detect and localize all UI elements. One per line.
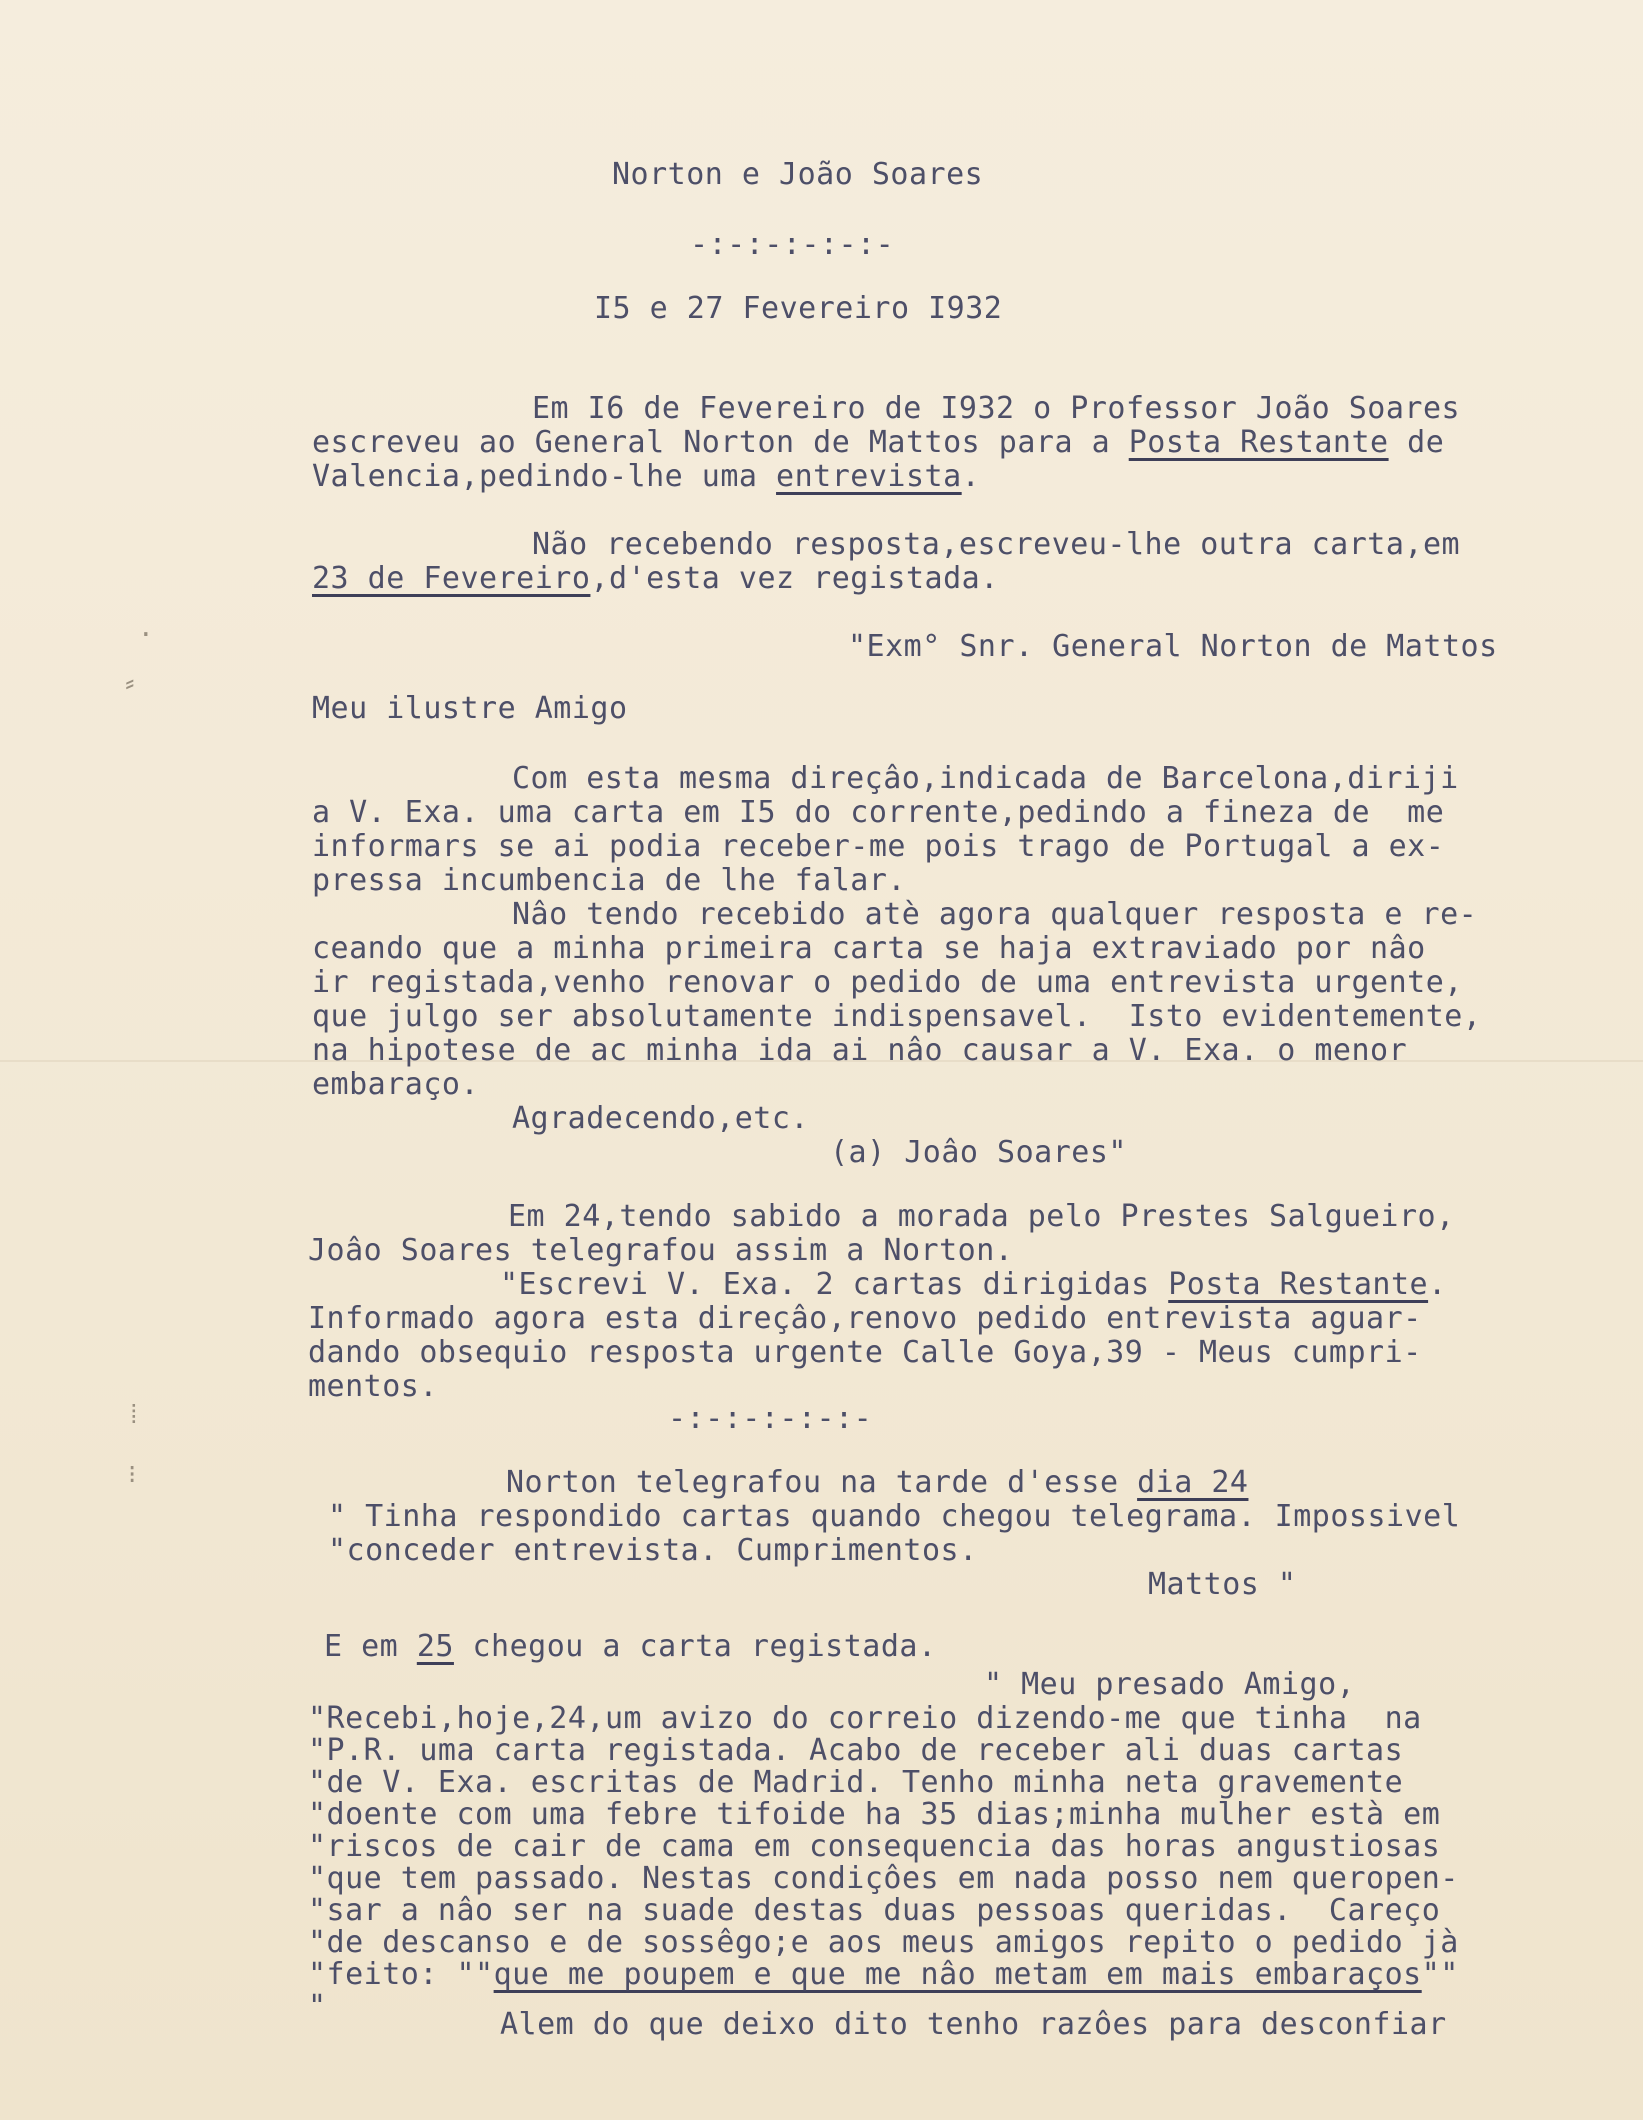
margin-mark: ⁝ — [128, 1460, 137, 1490]
telegram-line: mentos. — [308, 1369, 438, 1404]
telegram-line: Joâo Soares telegrafou assim a Norton. — [308, 1233, 1014, 1268]
letter-line: ir registada,venho renovar o pedido de uma entrevista urgente, — [312, 965, 1463, 1000]
letter-line: que julgo ser absolutamente indispensavel. Isto evidentemente, — [312, 999, 1482, 1034]
separator: -:-:-:-:-:- — [690, 227, 895, 262]
letter-line: embaraço. — [312, 1067, 480, 1102]
letter-line: "de descanso e de sossêgo;e aos meus amigos repito o pedido jà — [308, 1925, 1459, 1960]
reply-line: Norton telegrafou na tarde d'esse dia 24 — [506, 1465, 1249, 1500]
paragraph-line: Valencia,pedindo-lhe uma entrevista. — [312, 459, 981, 494]
salutation: "Exm° Snr. General Norton de Mattos — [848, 629, 1498, 664]
letter-line: Alem do que deixo dito tenho razôes para desconfiar — [500, 2007, 1447, 2042]
letter-line: "que tem passado. Nestas condiçôes em nada posso nem queropen- — [308, 1861, 1459, 1896]
letter-line: ceando que a minha primeira carta se haja extraviado por nâo — [312, 931, 1426, 966]
letter-line: na hipotese de ac minha ida ai nâo causar a V. Exa. o menor — [312, 1033, 1408, 1068]
margin-mark: · — [138, 620, 154, 650]
paragraph-line: 23 de Fevereiro,d'esta vez registada. — [312, 561, 999, 596]
letter-line: Com esta mesma direçâo,indicada de Barcelona,diriji — [512, 761, 1459, 796]
telegram-line: "Escrevi V. Exa. 2 cartas dirigidas Posta Restante. — [500, 1267, 1447, 1302]
reply-line: "conceder entrevista. Cumprimentos. — [328, 1533, 978, 1568]
paragraph-line: Em I6 de Fevereiro de I932 o Professor João Soares — [532, 391, 1461, 426]
letter-line: informars se ai podia receber-me pois trago de Portugal a ex- — [312, 829, 1445, 864]
letter-line: "sar a nâo ser na suade destas duas pessoas queridas. Careço — [308, 1893, 1441, 1928]
letter-line: " — [308, 1989, 327, 2024]
separator: -:-:-:-:-:- — [668, 1401, 873, 1436]
telegram-line: dando obsequio resposta urgente Calle Goya,39 - Meus cumpri- — [308, 1335, 1422, 1370]
document-title: Norton e João Soares — [612, 157, 984, 192]
greeting: Meu ilustre Amigo — [312, 691, 628, 726]
telegram-line: Informado agora esta direçâo,renovo pedido entrevista aguar- — [308, 1301, 1422, 1336]
reply-line: " Tinha respondido cartas quando chegou telegrama. Impossivel — [328, 1499, 1461, 1534]
paragraph-line: E em 25 chegou a carta registada. — [324, 1629, 937, 1664]
letter-line: Agradecendo,etc. — [512, 1101, 809, 1136]
letter-line: "Recebi,hoje,24,um avizo do correio dizendo-me que tinha na — [308, 1701, 1422, 1736]
paragraph-line: escreveu ao General Norton de Mattos para a Posta Restante de — [312, 425, 1445, 460]
signature: (a) Joâo Soares" — [830, 1135, 1127, 1170]
letter-line: "P.R. uma carta registada. Acabo de receber ali duas cartas — [308, 1733, 1404, 1768]
letter-line: a V. Exa. uma carta em I5 do corrente,pedindo a fineza de me — [312, 795, 1445, 830]
letter-line: "doente com uma febre tifoide ha 35 dias;minha mulher està em — [308, 1797, 1441, 1832]
signature: Mattos " — [1148, 1567, 1297, 1602]
telegram-line: Em 24,tendo sabido a morada pelo Prestes Salgueiro, — [508, 1199, 1455, 1234]
letter-line: pressa incumbencia de lhe falar. — [312, 863, 906, 898]
letter-line: "riscos de cair de cama em consequencia das horas angustiosas — [308, 1829, 1441, 1864]
document-dates: I5 e 27 Fevereiro I932 — [594, 291, 1003, 326]
paragraph-line: Não recebendo resposta,escreveu-lhe outra carta,em — [532, 527, 1461, 562]
letter-line: Nâo tendo recebido atè agora qualquer resposta e re- — [512, 897, 1478, 932]
margin-mark: ⁞ — [126, 1400, 142, 1430]
letter-line: "de V. Exa. escritas de Madrid. Tenho minha neta gravemente — [308, 1765, 1404, 1800]
letter-line: "feito: ""que me poupem e que me nâo metam em mais embaraços"" — [308, 1957, 1459, 1992]
margin-mark: ⸗ — [122, 668, 138, 698]
letter-line: " Meu presado Amigo, — [984, 1667, 1356, 1702]
